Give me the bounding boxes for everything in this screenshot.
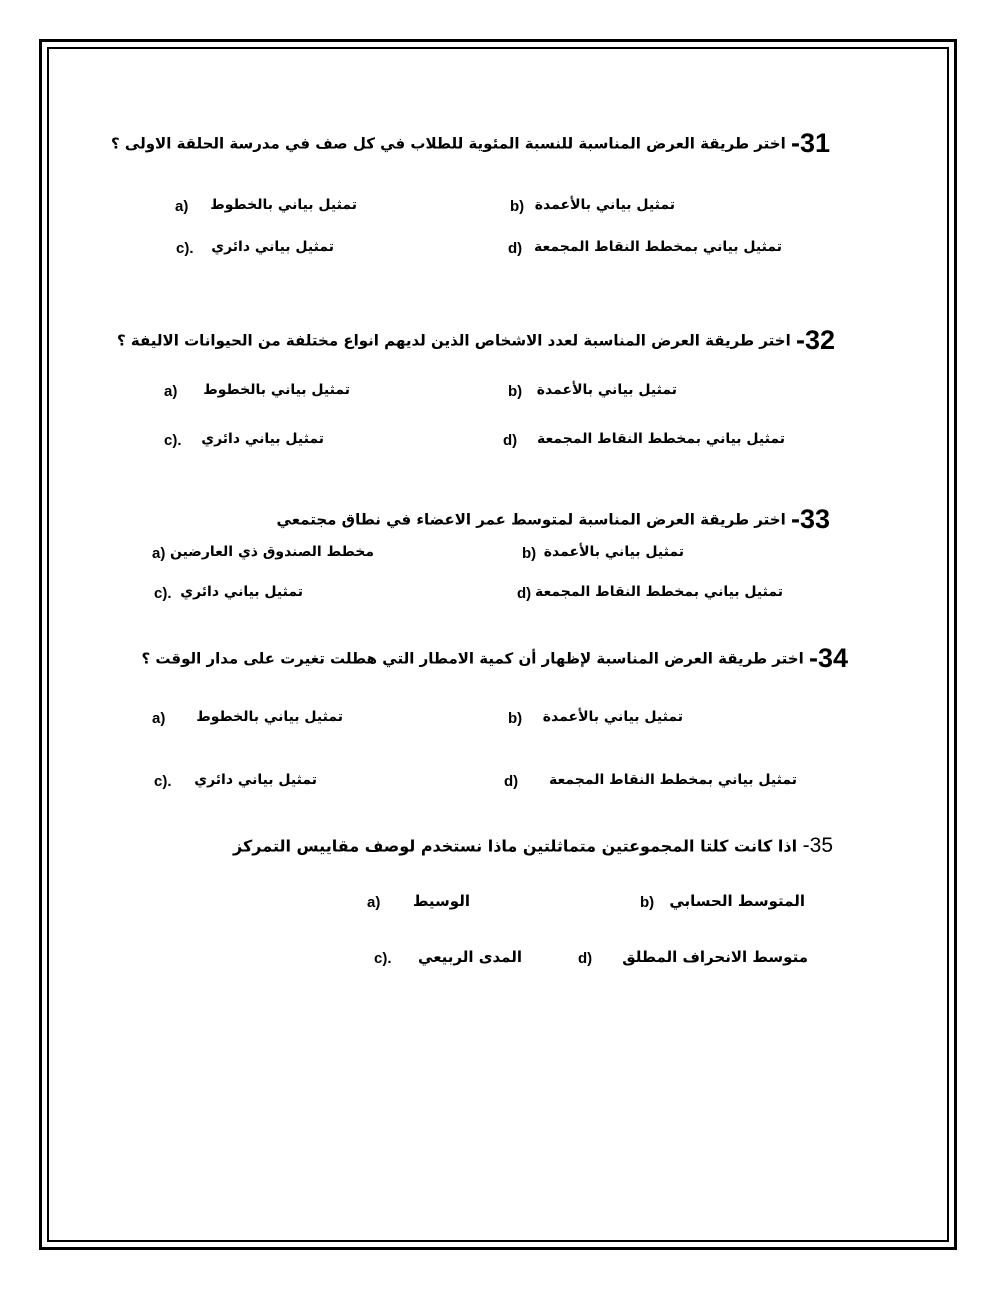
question-33 <box>277 504 830 535</box>
option-d-letter: d) <box>578 950 593 967</box>
option-d-text: تمثيل بياني بمخطط النقاط المجمعة <box>536 431 785 447</box>
option-c-text: تمثيل بياني دائري <box>194 772 317 788</box>
option-b-letter: b) <box>640 894 655 911</box>
option-a-letter: a) <box>367 894 381 911</box>
option-d-text: تمثيل بياني بمخطط النقاط المجمعة <box>548 772 797 788</box>
question-32 <box>117 325 835 356</box>
option-d-text: تمثيل بياني بمخطط النقاط المجمعة <box>533 239 782 255</box>
option-b-letter: b) <box>510 198 525 215</box>
option-a-text: تمثيل بياني بالخطوط <box>210 197 357 213</box>
option-d-letter: d) <box>504 773 519 790</box>
option-c-text: تمثيل بياني دائري <box>201 431 324 447</box>
option-b-text: تمثيل بياني بالأعمدة <box>543 544 684 560</box>
question-34 <box>141 643 848 674</box>
option-a-text: الوسيط <box>412 892 470 910</box>
option-a-letter: a) <box>152 545 166 562</box>
question-number: 31- <box>790 128 830 158</box>
option-b-letter: b) <box>522 545 537 562</box>
question-number: 35- <box>802 834 833 857</box>
option-b-letter: b) <box>508 710 523 727</box>
option-a-text: مخطط الصندوق ذي العارضين <box>169 544 374 560</box>
option-c-letter: c). <box>176 240 194 257</box>
question-text: اختر طريقة العرض المناسبة لعدد الاشخاص الذين لديهم انواع مختلفة من الحيوانات الاليفة ؟ <box>116 331 791 350</box>
question-number: 34- <box>808 643 848 673</box>
option-b-text: تمثيل بياني بالأعمدة <box>534 197 675 213</box>
question-35 <box>233 834 833 858</box>
option-b-text: المتوسط الحسابي <box>669 892 805 910</box>
option-c-text: تمثيل بياني دائري <box>211 239 334 255</box>
option-a-text: تمثيل بياني بالخطوط <box>196 709 343 725</box>
question-text: اذا كانت كلتا المجموعتين متماثلتين ماذا نستخدم لوصف مقاييس التمركز <box>233 836 798 856</box>
option-d-letter: d) <box>503 432 518 449</box>
option-d-text: تمثيل بياني بمخطط النقاط المجمعة <box>534 584 783 600</box>
option-b-text: تمثيل بياني بالأعمدة <box>542 709 683 725</box>
option-c-text: تمثيل بياني دائري <box>180 584 303 600</box>
option-c-letter: c). <box>164 432 182 449</box>
option-c-letter: c). <box>154 773 172 790</box>
option-c-letter: c). <box>154 585 172 602</box>
option-c-text: المدى الربيعي <box>418 948 522 966</box>
option-a-text: تمثيل بياني بالخطوط <box>203 382 350 398</box>
question-text: اختر طريقة العرض المناسبة للنسبة المئوية للطلاب في كل صف في مدرسة الحلقة الاولى ؟ <box>110 134 786 153</box>
option-d-letter: d) <box>517 585 532 602</box>
question-text: اختر طريقة العرض المناسبة لإظهار أن كمية الامطار التي هطلت تغيرت على مدار الوقت ؟ <box>141 649 804 668</box>
option-a-letter: a) <box>152 710 166 727</box>
option-a-letter: a) <box>175 198 189 215</box>
option-d-text: متوسط الانحراف المطلق <box>622 948 808 966</box>
question-text: اختر طريقة العرض المناسبة لمتوسط عمر الاعضاء في نطاق مجتمعي <box>276 510 786 529</box>
question-number: 32- <box>795 325 835 355</box>
option-a-letter: a) <box>164 383 178 400</box>
question-number: 33- <box>790 504 830 534</box>
option-c-letter: c). <box>374 950 392 967</box>
question-31 <box>111 128 830 159</box>
option-b-letter: b) <box>508 383 523 400</box>
option-b-text: تمثيل بياني بالأعمدة <box>536 382 677 398</box>
option-d-letter: d) <box>508 240 523 257</box>
